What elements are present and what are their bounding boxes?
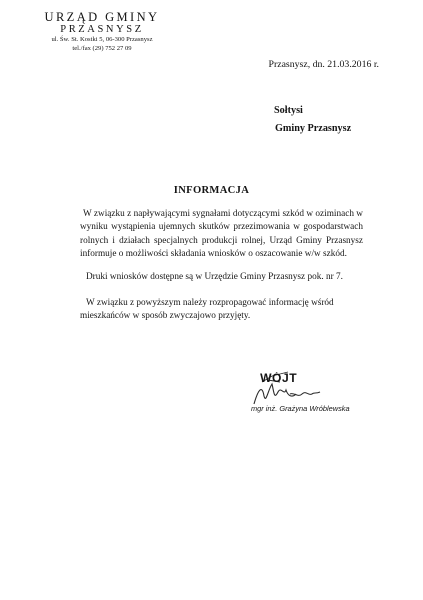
recipient-line-1: Sołtysi — [274, 105, 303, 116]
body-paragraph-2: Druki wniosków dostępne są w Urzędzie Gminy Przasnysz pok. nr 7. — [86, 272, 343, 282]
handwritten-signature — [228, 370, 378, 430]
office-phone: tel./fax (29) 752 27 09 — [72, 44, 132, 52]
document-heading: INFORMACJA — [173, 185, 250, 196]
office-address: ul. Św. St. Kostki 5, 06-300 Przasnysz — [51, 36, 153, 43]
date-line: Przasnysz, dn. 21.03.2016 r. — [268, 59, 379, 70]
signature-title: WÓJT — [260, 373, 298, 385]
body-paragraph-3-line-2: mieszkańców w sposób zwyczajowo przyjęty. — [80, 311, 251, 321]
signature-block — [228, 370, 378, 430]
body-paragraph-3-line-1: W związku z powyższym należy rozpropagować informację wśród — [86, 298, 334, 308]
office-name: URZĄD GMINY — [44, 10, 160, 24]
office-town: PRZASNYSZ — [60, 23, 144, 35]
signatory-name: mgr inż. Grażyna Wróblewska — [251, 404, 350, 413]
letterhead-stamp — [22, 11, 182, 52]
recipient-line-2: Gminy Przasnysz — [275, 123, 352, 134]
body-paragraph-1: W związku z napływającymi sygnałami dotyczącymi szkód w oziminach w wyniku wystąpienia ujemnych skutków przezimowania w gospodarstwach rolnych i działach specjalnych produkcji rolnej, Urząd Gminy Przasnysz informuje o możliwości składania wniosków o oszacowanie w/w szkód. — [80, 209, 363, 260]
